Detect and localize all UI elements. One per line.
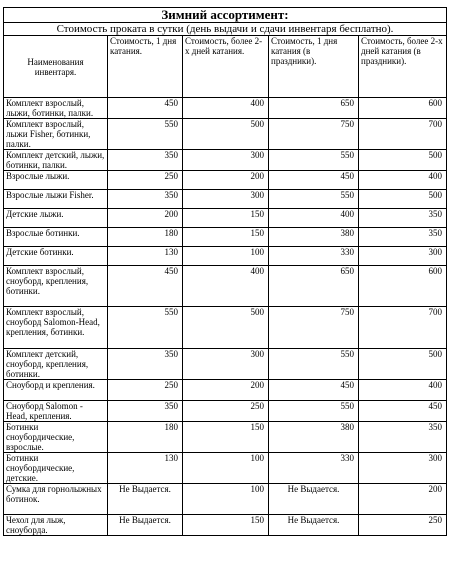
price-2-days-cell: 300 <box>183 150 269 171</box>
item-name-cell: Ботинки сноубордические, взрослые. <box>4 422 108 453</box>
table-row <box>4 247 447 266</box>
price-2-days-cell: 150 <box>183 228 269 247</box>
price-1-day-holiday-cell: 650 <box>269 266 359 307</box>
price-1-day-holiday-cell: 380 <box>269 228 359 247</box>
item-name-cell: Комплект взрослый, лыжи, ботинки, палки. <box>4 98 108 119</box>
table-title: Зимний ассортимент: <box>4 8 447 23</box>
price-1-day-cell: 250 <box>108 171 183 190</box>
title-row <box>4 8 447 23</box>
price-2-days-cell: 400 <box>183 266 269 307</box>
table-row <box>4 515 447 536</box>
price-2-days-holiday-cell: 500 <box>359 349 447 380</box>
price-2-days-cell: 100 <box>183 247 269 266</box>
price-1-day-cell: 350 <box>108 349 183 380</box>
subtitle-row <box>4 23 447 36</box>
price-1-day-holiday-cell: 400 <box>269 209 359 228</box>
price-2-days-cell: 300 <box>183 349 269 380</box>
table-row <box>4 228 447 247</box>
header-price-2-days: Стоимость, более 2-х дней катания. <box>183 36 269 98</box>
price-2-days-cell: 250 <box>183 401 269 422</box>
price-2-days-cell: 100 <box>183 484 269 515</box>
table-row <box>4 484 447 515</box>
price-1-day-cell: 180 <box>108 422 183 453</box>
item-name-cell: Сумка для горнолыжных ботинок. <box>4 484 108 515</box>
table-row <box>4 171 447 190</box>
table-subtitle: Стоимость проката в сутки (день выдачи и сдачи инвентаря бесплатно). <box>4 23 447 36</box>
price-1-day-cell: 450 <box>108 98 183 119</box>
table-row <box>4 380 447 401</box>
price-2-days-holiday-cell: 700 <box>359 307 447 349</box>
table-row <box>4 150 447 171</box>
price-table <box>3 7 447 536</box>
price-2-days-cell: 150 <box>183 422 269 453</box>
price-1-day-cell: 200 <box>108 209 183 228</box>
price-2-days-holiday-cell: 350 <box>359 422 447 453</box>
item-name-cell: Чехол для лыж, сноуборда. <box>4 515 108 536</box>
table-row <box>4 266 447 307</box>
item-name-cell: Ботинки сноубордические, детские. <box>4 453 108 484</box>
table-row <box>4 209 447 228</box>
item-name-cell: Сноуборд Salomon - Head, крепления. <box>4 401 108 422</box>
item-name-cell: Взрослые ботинки. <box>4 228 108 247</box>
header-price-1-day-holiday: Стоимость, 1 дня катания (в праздники). <box>269 36 359 98</box>
table-row <box>4 401 447 422</box>
price-2-days-cell: 300 <box>183 190 269 209</box>
price-1-day-cell: Не Выдается. <box>108 484 183 515</box>
item-name-cell: Комплект взрослый, сноуборд, крепления, ботинки. <box>4 266 108 307</box>
price-1-day-holiday-cell: 450 <box>269 171 359 190</box>
price-1-day-holiday-cell: 330 <box>269 453 359 484</box>
price-2-days-holiday-cell: 500 <box>359 190 447 209</box>
item-name-cell: Комплект взрослый, сноуборд Salomon-Head, крепления, ботинки. <box>4 307 108 349</box>
header-row <box>4 36 447 98</box>
price-1-day-holiday-cell: 550 <box>269 349 359 380</box>
item-name-cell: Комплект детский, лыжи, ботинки, палки. <box>4 150 108 171</box>
item-name-cell: Взрослые лыжи Fisher. <box>4 190 108 209</box>
price-1-day-cell: 450 <box>108 266 183 307</box>
item-name-cell: Комплект взрослый, лыжи Fisher, ботинки, палки. <box>4 119 108 150</box>
price-1-day-holiday-cell: 750 <box>269 307 359 349</box>
price-2-days-holiday-cell: 300 <box>359 453 447 484</box>
item-name-cell: Детские лыжи. <box>4 209 108 228</box>
price-1-day-cell: 350 <box>108 190 183 209</box>
header-name: Наименования инвентаря. <box>4 36 108 98</box>
price-1-day-holiday-cell: 750 <box>269 119 359 150</box>
price-2-days-cell: 500 <box>183 119 269 150</box>
item-name-cell: Взрослые лыжи. <box>4 171 108 190</box>
price-2-days-holiday-cell: 350 <box>359 228 447 247</box>
document <box>3 7 446 536</box>
price-1-day-holiday-cell: 450 <box>269 380 359 401</box>
price-1-day-cell: 550 <box>108 119 183 150</box>
table-row <box>4 453 447 484</box>
table-row <box>4 98 447 119</box>
item-name-cell: Комплект детский, сноуборд, крепления, ботинки. <box>4 349 108 380</box>
table-row <box>4 422 447 453</box>
price-2-days-holiday-cell: 700 <box>359 119 447 150</box>
price-1-day-cell: Не Выдается. <box>108 515 183 536</box>
price-1-day-holiday-cell: 550 <box>269 401 359 422</box>
table-row <box>4 119 447 150</box>
price-1-day-cell: 350 <box>108 150 183 171</box>
price-1-day-holiday-cell: 550 <box>269 190 359 209</box>
price-1-day-cell: 130 <box>108 247 183 266</box>
price-2-days-holiday-cell: 600 <box>359 98 447 119</box>
price-2-days-holiday-cell: 250 <box>359 515 447 536</box>
table-row <box>4 190 447 209</box>
price-2-days-cell: 500 <box>183 307 269 349</box>
price-2-days-cell: 100 <box>183 453 269 484</box>
item-name-cell: Сноуборд и крепления. <box>4 380 108 401</box>
header-price-1-day: Стоимость, 1 дня катания. <box>108 36 183 98</box>
price-2-days-cell: 400 <box>183 98 269 119</box>
price-2-days-holiday-cell: 500 <box>359 150 447 171</box>
price-2-days-holiday-cell: 400 <box>359 380 447 401</box>
table-row <box>4 349 447 380</box>
price-2-days-holiday-cell: 600 <box>359 266 447 307</box>
price-1-day-holiday-cell: 650 <box>269 98 359 119</box>
price-1-day-cell: 130 <box>108 453 183 484</box>
price-1-day-holiday-cell: Не Выдается. <box>269 484 359 515</box>
price-1-day-holiday-cell: 550 <box>269 150 359 171</box>
price-1-day-holiday-cell: 380 <box>269 422 359 453</box>
item-name-cell: Детские ботинки. <box>4 247 108 266</box>
price-1-day-cell: 550 <box>108 307 183 349</box>
price-2-days-cell: 150 <box>183 209 269 228</box>
price-1-day-holiday-cell: 330 <box>269 247 359 266</box>
header-price-2-days-holiday: Стоимость, более 2-х дней катания (в праздники). <box>359 36 447 98</box>
price-2-days-cell: 200 <box>183 380 269 401</box>
price-1-day-cell: 250 <box>108 380 183 401</box>
table-row <box>4 307 447 349</box>
price-2-days-cell: 200 <box>183 171 269 190</box>
price-2-days-holiday-cell: 450 <box>359 401 447 422</box>
price-2-days-holiday-cell: 400 <box>359 171 447 190</box>
price-2-days-holiday-cell: 200 <box>359 484 447 515</box>
price-1-day-cell: 180 <box>108 228 183 247</box>
price-2-days-holiday-cell: 350 <box>359 209 447 228</box>
price-1-day-holiday-cell: Не Выдается. <box>269 515 359 536</box>
price-2-days-holiday-cell: 300 <box>359 247 447 266</box>
price-2-days-cell: 150 <box>183 515 269 536</box>
price-1-day-cell: 350 <box>108 401 183 422</box>
